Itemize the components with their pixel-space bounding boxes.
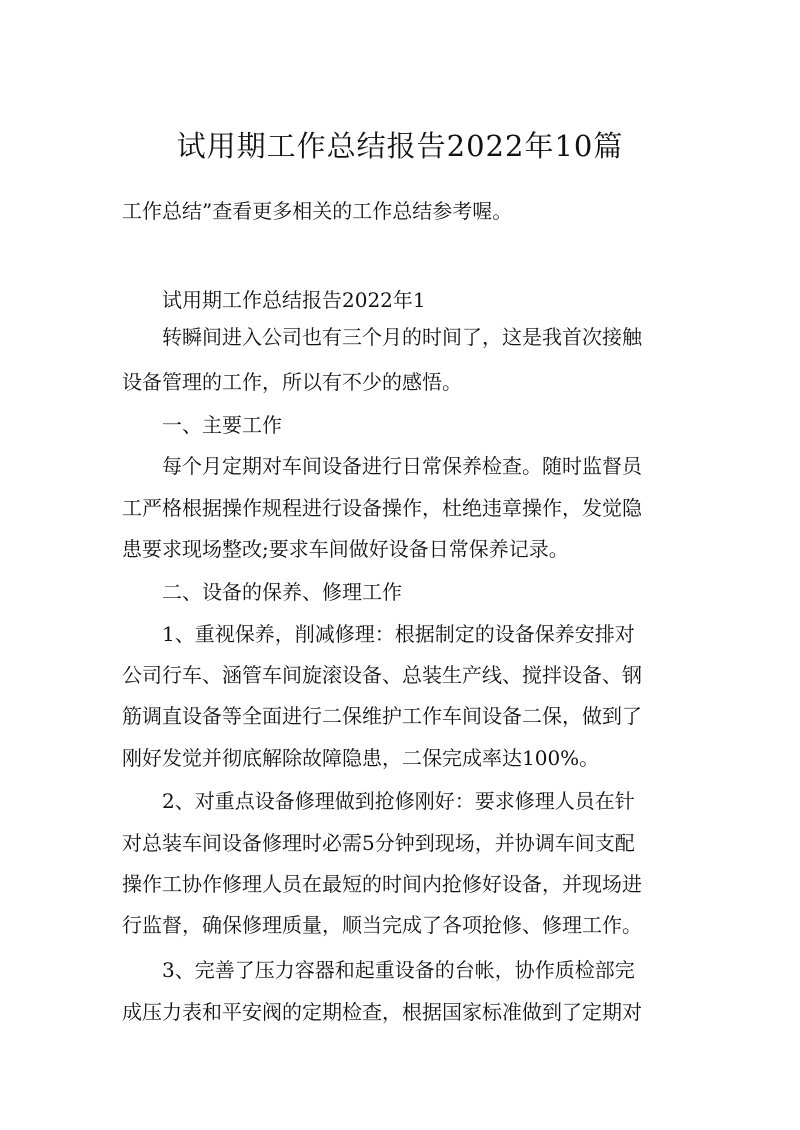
paragraph-line: 对总装车间设备修理时必需5分钟到现场，并协调车间支配: [122, 831, 635, 855]
paragraph-line: 工严格根据操作规程进行设备操作，杜绝违章操作，发觉隐: [122, 496, 642, 520]
paragraph-line: 行监督，确保修理质量，顺当完成了各项抢修、修理工作。: [122, 913, 642, 937]
paragraph-line: 设备管理的工作，所以有不少的感悟。: [122, 370, 462, 394]
intro-line: 工作总结”查看更多相关的工作总结参考喔。: [122, 199, 513, 223]
paragraph-line: 转瞬间进入公司也有三个月的时间了，这是我首次接触: [162, 325, 642, 349]
section-heading: 二、设备的保养、修理工作: [162, 580, 402, 604]
paragraph-line: 2、对重点设备修理做到抢修刚好：要求修理人员在针: [162, 789, 635, 813]
section-heading: 一、主要工作: [162, 413, 282, 437]
paragraph-line: 3、完善了压力容器和起重设备的台帐，协作质检部完: [162, 958, 635, 982]
paragraph-line: 刚好发觉并彻底解除故障隐患，二保完成率达100%。: [122, 746, 600, 770]
paragraph-line: 筋调直设备等全面进行二保维护工作车间设备二保，做到了: [122, 704, 642, 728]
paragraph-line: 公司行车、涵管车间旋滚设备、总装生产线、搅拌设备、钢: [122, 663, 642, 687]
paragraph-line: 患要求现场整改;要求车间做好设备日常保养记录。: [122, 537, 569, 561]
document-title: 试用期工作总结报告2022年10篇: [176, 129, 624, 163]
paragraph-line: 成压力表和平安阀的定期检查，根据国家标准做到了定期对: [122, 1000, 642, 1024]
paragraph-line: 每个月定期对车间设备进行日常保养检查。随时监督员: [162, 454, 642, 478]
paragraph-line: 1、重视保养，削减修理：根据制定的设备保养安排对: [162, 622, 635, 646]
paragraph-line: 操作工协作修理人员在最短的时间内抢修好设备，并现场进: [122, 872, 642, 896]
section-title: 试用期工作总结报告2022年1: [162, 288, 426, 312]
